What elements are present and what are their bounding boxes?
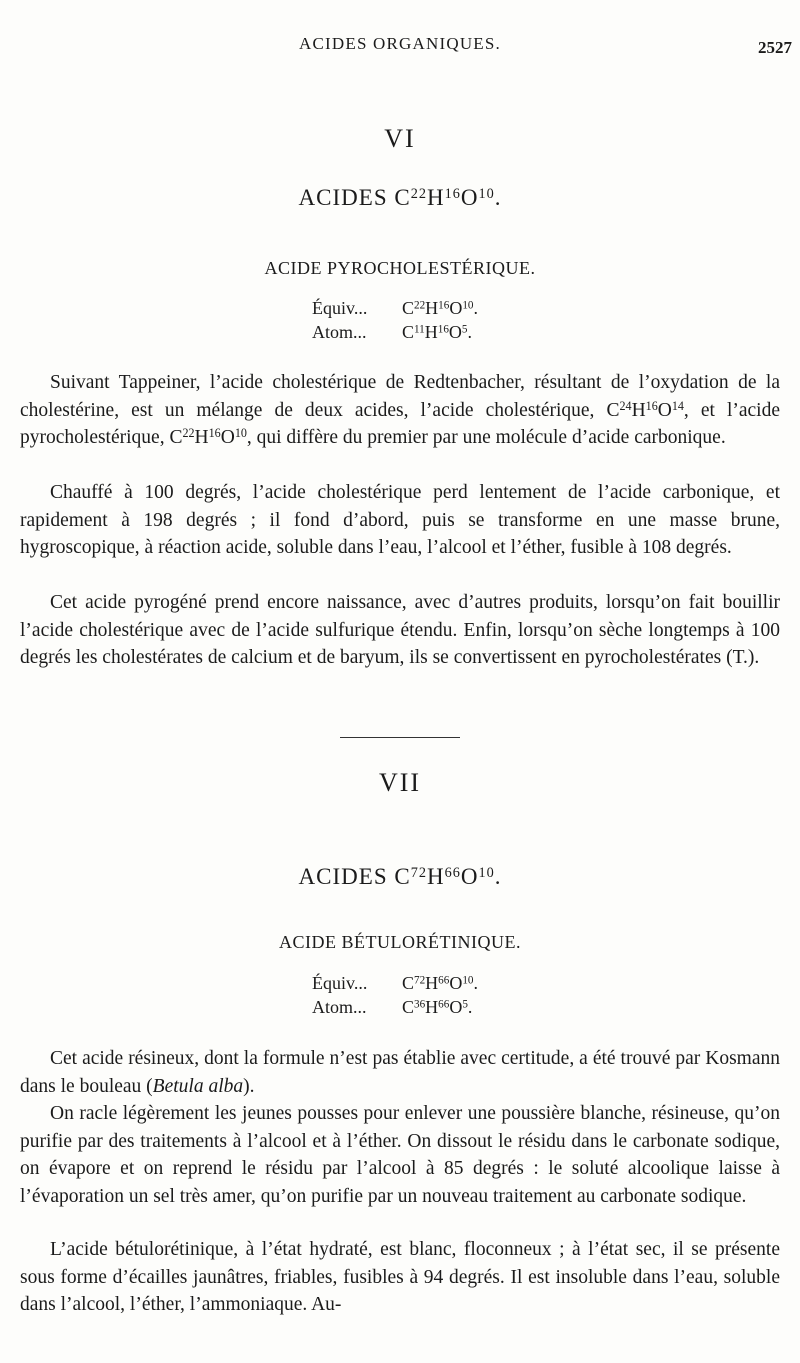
species-name: Betula alba: [152, 1075, 244, 1097]
section-numeral-vi: VI: [384, 124, 416, 153]
acid-name-pyrocholesterique: ACIDE PYROCHOLESTÉRIQUE.: [264, 258, 536, 278]
section-heading-vi: ACIDES $C^{22}H^{16}O^{10}$.: [298, 185, 502, 210]
paragraph: Chauffé à 100 degrés, l’acide cholestérique perd lentement de l’acide carbonique, et rapidement à 198 degrés ; il fond d’abord, puis se transforme en une masse brune, hygroscopique, à réaction acide, soluble dans l’eau, l’alcool et l’éther, fusible à 108 degrés.: [20, 482, 780, 559]
paragraph: L’acide bétulorétinique, à l’état hydraté, est blanc, floconneux ; à l’état sec, il se présente sous forme d’écailles jaunâtres, friables, fusibles à 94 degrés. Il est insoluble dans l’eau, soluble dans l’alcool, l’éther, l’ammoniaque. Au-: [20, 1239, 780, 1316]
running-head: [0, 34, 800, 60]
atom-row: [312, 320, 478, 344]
atom-formula: $C^{36}H^{66}O^5$.: [402, 997, 473, 1017]
paragraph: Cet acide résineux, dont la formule n’est pas établie avec certitude, a été trouvé par Kosmann dans le bouleau (Betula alba).: [20, 1048, 780, 1097]
equivalence-block-vii: [312, 971, 478, 1019]
section-numeral-vii: VII: [378, 768, 422, 797]
atom-row: [312, 995, 478, 1019]
section-divider: [340, 737, 460, 738]
equivalence-block-vi: [312, 296, 478, 344]
section-heading-vii: ACIDES $C^{72}H^{66}O^{10}$.: [298, 864, 502, 889]
equiv-row: [312, 296, 478, 320]
atom-label: Atom...: [312, 997, 367, 1017]
paragraph: Cet acide pyrogéné prend encore naissance, avec d’autres produits, lorsqu’on fait bouillir l’acide cholestérique avec de l’acide sulfurique étendu. Enfin, lorsqu’on sèche longtemps à 100 degrés les cholestérates de calcium et de baryum, ils se convertissent en pyrocholestérates (T.).: [20, 592, 780, 669]
equiv-row: [312, 971, 478, 995]
paragraph: On racle légèrement les jeunes pousses pour enlever une poussière blanche, résineuse, qu’on purifie par des traitements à l’alcool et à l’éther. On dissout le résidu dans le carbonate sodique, on évapore et on reprend le résidu par l’alcool à 85 degrés : le soluté alcoolique laisse à l’évaporation un sel très amer, qu’on purifie par un nouveau traitement au carbonate sodique.: [20, 1103, 780, 1207]
atom-formula: $C^{11}H^{16}O^5$.: [402, 322, 472, 342]
acid-name-betuloretinique: ACIDE BÉTULORÉTINIQUE.: [279, 932, 521, 952]
running-title: ACIDES ORGANIQUES.: [299, 34, 501, 53]
paragraph: Suivant Tappeiner, l’acide cholestérique de Redtenbacher, résultant de l’oxydation de la cholestérine, est un mélange de deux acides, l’acide cholestérique, $C^{24}H^{16}O^{14}$, et l’acide pyrocholestérique, $C^{22}H^{16}O^{10}$, qui diffère du premier par une molécule d’acide carbonique.: [20, 372, 780, 449]
equiv-label: Équiv...: [312, 298, 368, 318]
atom-label: Atom...: [312, 322, 367, 342]
equiv-formula: $C^{22}H^{16}O^{10}$.: [402, 298, 478, 318]
equiv-formula: $C^{72}H^{66}O^{10}$.: [402, 973, 478, 993]
equiv-label: Équiv...: [312, 973, 368, 993]
page-number: 2527: [758, 38, 792, 57]
